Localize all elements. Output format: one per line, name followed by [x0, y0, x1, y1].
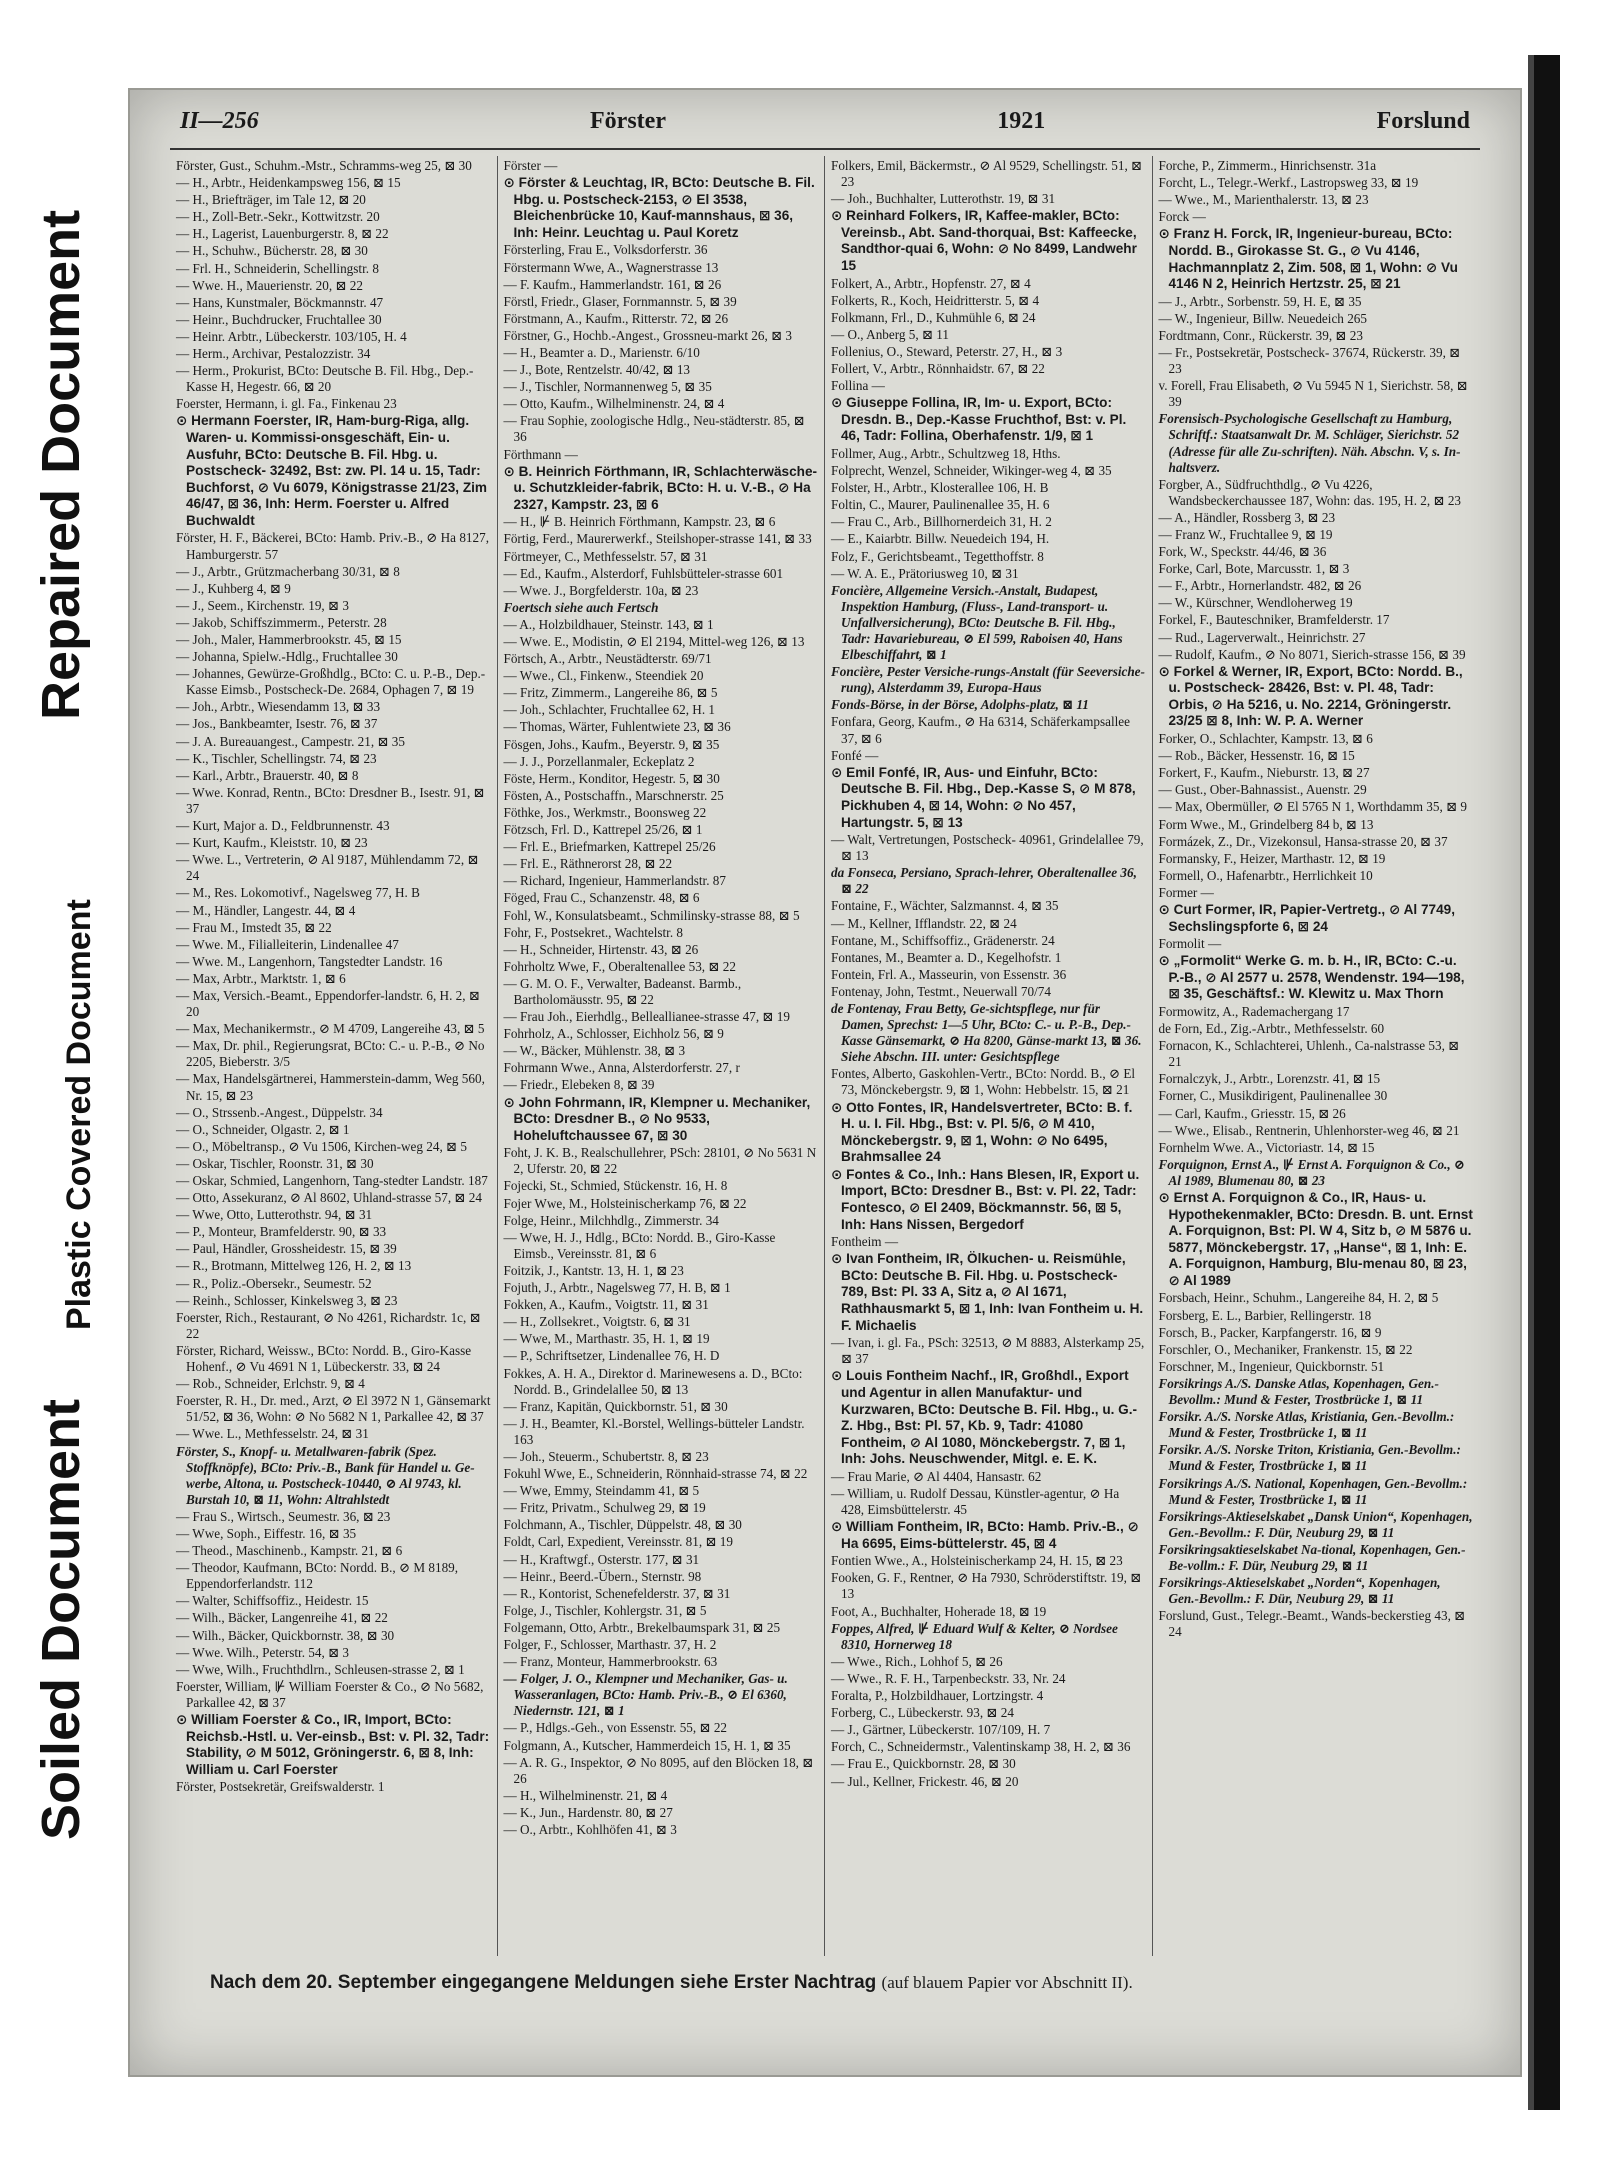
directory-entry: Fontanes, M., Beamter a. D., Kegelhofstr. 1: [831, 949, 1062, 965]
directory-entry: Förstner, G., Hochb.-Angest., Grossneu-markt 26, ⊠ 3: [503, 327, 793, 343]
directory-entry: Förtig, Ferd., Maurerwerkf., Steilshoper-strasse 141, ⊠ 33: [503, 531, 812, 547]
directory-entry: — Joh., Steuerm., Schubertstr. 8, ⊠ 23: [503, 1448, 709, 1464]
directory-entry: Foht, J. K. B., Realschullehrer, PSch: 28101, ⊘ No 5631 N 2, Uferstr. 20, ⊠ 22: [503, 1145, 817, 1177]
directory-entry: Fokuhl Wwe, E., Schneiderin, Rönnhaid-strasse 74, ⊠ 22: [503, 1466, 808, 1482]
directory-entry: Fontaine, F., Wächter, Salzmannst. 4, ⊠ 35: [831, 898, 1059, 914]
directory-entry: Fontenay, John, Testmt., Neuerwall 70/74: [831, 983, 1051, 999]
directory-entry: — Walt, Vertretungen, Postscheck- 40961, Grindelallee 79, ⊠ 13: [831, 832, 1144, 864]
directory-entry: — A., Händler, Rossberg 3, ⊠ 23: [1158, 509, 1336, 525]
directory-page: [170, 108, 1480, 2048]
directory-entry: — Fritz, Privatm., Schulweg 29, ⊠ 19: [503, 1500, 706, 1516]
directory-entry: Folgemann, Otto, Arbtr., Brekelbaumspark 31, ⊠ 25: [503, 1619, 781, 1635]
directory-entry: — Otto, Kaufm., Wilhelminenstr. 24, ⊠ 4: [503, 396, 725, 412]
directory-entry: Fösten, A., Postschaffn., Marschnerstr. 25: [503, 787, 724, 803]
directory-entry: Folkerts, R., Koch, Heidritterstr. 5, ⊠ 4: [831, 292, 1040, 308]
directory-entry: — Otto, Assekuranz, ⊘ Al 8602, Uhland-strasse 57, ⊠ 24: [176, 1190, 482, 1206]
directory-entry: Foot, A., Buchhalter, Hoherade 18, ⊠ 19: [831, 1603, 1047, 1619]
directory-entry: — Frau E., Quickbornstr. 28, ⊠ 30: [831, 1756, 1016, 1772]
directory-entry: Formázek, Z., Dr., Vizekonsul, Hansa-strasse 20, ⊠ 37: [1158, 833, 1448, 849]
directory-entry: — H., Kraftwgf., Osterstr. 177, ⊠ 31: [503, 1551, 700, 1567]
directory-entry: — Frl. H., Schneiderin, Schellingstr. 8: [176, 260, 379, 276]
directory-entry: Folz, F., Gerichtsbeamt., Tegetthoffstr. 8: [831, 548, 1044, 564]
directory-entry: — Rud., Lagerverwalt., Heinrichstr. 27: [1158, 629, 1366, 645]
directory-entry: — J., Seem., Kirchenstr. 19, ⊠ 3: [176, 597, 349, 613]
directory-entry: — Frau Joh., Eierhdlg., Belleallianee-strasse 47, ⊠ 19: [503, 1009, 790, 1025]
directory-entry: ⊙ William Foerster & Co., IR, Import, BCto: Reichsb.-Hstl. u. Ver-einsb., Bst: v. Pl. 32, Tadr: Stability, ⊘ M 5012, Gröningerstr. 6, ⊠ 8, Inh: William u. Carl Foerster: [176, 1712, 490, 1777]
directory-entry: — Wwe. J., Borgfelderstr. 10a, ⊠ 23: [503, 582, 699, 598]
directory-entry: Förtmeyer, C., Methfesselstr. 57, ⊠ 31: [503, 548, 708, 564]
directory-entry: — R., Poliz.-Obersekr., Seumestr. 52: [176, 1275, 372, 1291]
directory-entry: — Reinh., Schlosser, Kinkelsweg 3, ⊠ 23: [176, 1292, 398, 1308]
directory-entry: — Frau C., Arb., Billhornerdeich 31, H. 2: [831, 514, 1052, 530]
directory-entry: Fontes, Alberto, Gaskohlen-Vertr., BCto: Nordd. B., ⊘ El 73, Mönckebergstr. 9, ⊠ 1, Wohn: Hebbelstr. 15, ⊠ 21: [831, 1066, 1136, 1098]
directory-entry: — J., Arbtr., Grützmacherbang 30/31, ⊠ 8: [176, 563, 400, 579]
directory-entry: — Gust., Ober-Bahnassist., Auenstr. 29: [1158, 782, 1367, 798]
directory-entry: — Wwe, Soph., Eiffestr. 16, ⊠ 35: [176, 1525, 357, 1541]
directory-entry: Forschner, M., Ingenieur, Quickbornstr. 51: [1158, 1358, 1385, 1374]
directory-entry: — H., Zoll-Betr.-Sekr., Kottwitzstr. 20: [176, 209, 380, 225]
directory-entry: Forkert, F., Kaufm., Nieburstr. 13, ⊠ 27: [1158, 765, 1370, 781]
directory-entry: Förster —: [503, 158, 558, 173]
directory-entry: Förster, Postsekretär, Greifswalderstr. 1: [176, 1779, 385, 1795]
directory-entry: Forsberg, E. L., Barbier, Rellingerstr. 18: [1158, 1307, 1372, 1323]
directory-entry: — Wwe., Rich., Lohhof 5, ⊠ 26: [831, 1653, 1003, 1669]
directory-entry: Fontane, M., Schiffsoffiz., Grädenerstr. 24: [831, 932, 1055, 948]
directory-entry: — Jakob, Schiffszimmerm., Peterstr. 28: [176, 614, 387, 630]
directory-entry: — Wwe. L., Vertreterin, ⊘ Al 9187, Mühlendamm 72, ⊠ 24: [176, 852, 479, 884]
directory-entry: — Jos., Bankbeamter, Isestr. 76, ⊠ 37: [176, 716, 378, 732]
directory-entry: Folchmann, A., Tischler, Düppelstr. 48, ⊠ 30: [503, 1517, 742, 1533]
directory-entry: Form Wwe., M., Grindelberg 84 b, ⊠ 13: [1158, 816, 1374, 832]
directory-entry: Forker, O., Schlachter, Kampstr. 13, ⊠ 6: [1158, 731, 1373, 747]
directory-entry: Förstl, Friedr., Glaser, Fornmannstr. 5, ⊠ 39: [503, 293, 737, 309]
directory-entry: Foralta, P., Holzbildhauer, Lortzingstr. 4: [831, 1688, 1044, 1704]
directory-entry: — Max, Dr. phil., Regierungsrat, BCto: C.- u. P.-B., ⊘ No 2205, Bieberstr. 3/5: [176, 1038, 485, 1070]
directory-entry: — Heinr. Arbtr., Lübeckerstr. 103/105, H. 4: [176, 328, 407, 344]
directory-entry: — Wwe. E., Modistin, ⊘ El 2194, Mittel-weg 126, ⊠ 13: [503, 634, 805, 650]
directory-entry: — Max, Arbtr., Marktstr. 1, ⊠ 6: [176, 970, 346, 986]
directory-entry: — Wwe., M., Marienthalerstr. 13, ⊠ 23: [1158, 192, 1369, 208]
directory-entry: — J., Kuhberg 4, ⊠ 9: [176, 580, 291, 596]
directory-entry: — Frau M., Imstedt 35, ⊠ 22: [176, 919, 332, 935]
directory-entry: — Rudolf, Kaufm., ⊘ No 8071, Sierich-strasse 156, ⊠ 39: [1158, 646, 1466, 662]
directory-entry: — H., Schneider, Hirtenstr. 43, ⊠ 26: [503, 941, 699, 957]
directory-entry: Förthmann —: [503, 446, 578, 462]
page-reference: II—256: [180, 108, 259, 134]
directory-entry: — W. A. E., Prätoriusweg 10, ⊠ 31: [831, 565, 1019, 581]
directory-entry: — M., Res. Lokomotivf., Nagelsweg 77, H. B: [176, 885, 420, 901]
directory-entry: — K., Jun., Hardenstr. 80, ⊠ 27: [503, 1804, 673, 1820]
directory-entry: Fohr, F., Postsekret., Wachtelstr. 8: [503, 924, 684, 940]
directory-entry: — Wwe, Wilh., Fruchthdlrn., Schleusen-strasse 2, ⊠ 1: [176, 1661, 465, 1677]
directory-entry: Forsikr. A./S. Norske Atlas, Kristiania, Gen.-Bevollm.: Mund & Fester, Trostbrücke 1, ⊠ 11: [1158, 1409, 1455, 1441]
directory-entry: — Wwe, H. J., Hdlg., BCto: Nordd. B., Giro-Kasse Eimsb., Vereinsstr. 81, ⊠ 6: [503, 1229, 776, 1261]
directory-entry: Forcht, L., Telegr.-Werkf., Lastropsweg 33, ⊠ 19: [1158, 175, 1419, 191]
directory-entry: Fojuth, J., Arbtr., Nagelsweg 77, H. B, ⊠ 1: [503, 1280, 731, 1296]
directory-entry: — Herm., Archivar, Pestalozzistr. 34: [176, 346, 371, 362]
directory-entry: Förstermann Wwe, A., Wagnerstrasse 13: [503, 259, 719, 275]
directory-entry: Foldt, Carl, Expedient, Vereinsstr. 81, ⊠ 19: [503, 1534, 733, 1550]
directory-entry: — H., ⊮ B. Heinrich Förthmann, Kampstr. 23, ⊠ 6: [503, 514, 776, 530]
directory-entry: — Kurt, Major a. D., Feldbrunnenstr. 43: [176, 818, 390, 834]
directory-entry: — W., Kürschner, Wendloherweg 19: [1158, 595, 1353, 611]
directory-entry: Forschler, O., Mechaniker, Frankenstr. 15, ⊠ 22: [1158, 1341, 1413, 1357]
directory-entry: Fokkes, A. H. A., Direktor d. Marinewesens a. D., BCto: Nordd. B., Grindelallee 50, ⊠ 13: [503, 1365, 803, 1397]
directory-entry: Fontein, Frl. A., Masseurin, von Essenstr. 36: [831, 966, 1067, 982]
directory-entry: — Wwe. Wilh., Peterstr. 54, ⊠ 3: [176, 1644, 350, 1660]
directory-entry: Fornacon, K., Schlachterei, Uhlenh., Ca-nalstrasse 53, ⊠ 21: [1158, 1038, 1460, 1070]
directory-entry: — Max, Versich.-Beamt., Eppendorfer-landstr. 6, H. 2, ⊠ 20: [176, 987, 480, 1020]
footer-note: [170, 1972, 1480, 1994]
directory-entry: Försterling, Frau E., Volksdorferstr. 36: [503, 242, 708, 258]
directory-entry: — Wwe. M., Langenhorn, Tangstedter Landstr. 16: [176, 953, 443, 969]
directory-entry: — Oskar, Tischler, Roonstr. 31, ⊠ 30: [176, 1155, 374, 1171]
directory-entry: Fonfara, Georg, Kaufm., ⊘ Ha 6314, Schäferkampsallee 37, ⊠ 6: [831, 714, 1131, 746]
directory-entry: — Wilh., Bäcker, Langenreihe 41, ⊠ 22: [176, 1610, 388, 1626]
directory-entry: Förster, Richard, Weissw., BCto: Nordd. B., Giro-Kasse Hohenf., ⊘ Vu 4691 N 1, Lübeckerstr. 33, ⊠ 24: [176, 1342, 472, 1375]
directory-entry: — Heinr., Buchdrucker, Fruchtallee 30: [176, 311, 382, 327]
directory-entry: — Johannes, Gewürze-Großhdlg., BCto: C. u. P.-B., Dep.-Kasse Eimsb., Postscheck-De. 2684, Ophagen 7, ⊠ 19: [176, 666, 486, 698]
directory-entry: — P., Hdlgs.-Geh., von Essenstr. 55, ⊠ 22: [503, 1720, 728, 1736]
directory-entry: — Friedr., Elebeken 8, ⊠ 39: [503, 1077, 655, 1093]
directory-entry: ⊙ „Formolit“ Werke G. m. b. H., IR, BCto: C.-u. P.-B., ⊘ Al 2577 u. 2578, Wendenstr. 194—198, ⊠ 35, Geschäftsf.: W. Klewitz u. Max Thorn: [1158, 953, 1465, 1002]
directory-entry: ⊙ William Fontheim, IR, BCto: Hamb. Priv.-B., ⊘ Ha 6695, Eims-büttelerstr. 45, ⊠ 4: [831, 1519, 1139, 1551]
directory-entry: — J. A. Bureauangest., Campestr. 21, ⊠ 35: [176, 733, 405, 749]
directory-entry: — H., Arbtr., Heidenkampsweg 156, ⊠ 15: [176, 175, 401, 191]
header-year: 1921: [997, 108, 1046, 134]
directory-entry: Foerster, William, ⊮ William Foerster & Co., ⊘ No 5682, Parkallee 42, ⊠ 37: [176, 1678, 484, 1710]
directory-entry: — M., Händler, Langestr. 44, ⊠ 4: [176, 902, 356, 918]
directory-entry: ⊙ Curt Former, IR, Papier-Vertretg., ⊘ Al 7749, Sechslingspforte 6, ⊠ 24: [1158, 902, 1456, 934]
directory-entry: — Rob., Schneider, Erlchstr. 9, ⊠ 4: [176, 1376, 365, 1392]
directory-entry: ⊙ Emil Fonfé, IR, Aus- und Einfuhr, BCto: Deutsche B. Fil. Hbg., Dep.-Kasse S, ⊘ M 878, Pickhuben 4, ⊠ 14, Wohn: ⊘ No 457, Hartungstr. 5, ⊠ 13: [831, 764, 1136, 830]
directory-entry: Fokken, A., Kaufm., Voigtstr. 11, ⊠ 31: [503, 1297, 709, 1313]
directory-entry: ⊙ Franz H. Forck, IR, Ingenieur-bureau, BCto: Nordd. B., Girokasse St. G., ⊘ Vu 4146, Hachmannplatz 2, Zim. 508, ⊠ 1, Wohn: ⊘ Vu 4146 N 2, Heinrich Hertzstr. 25, ⊠ 21: [1158, 226, 1458, 292]
directory-entry: de Forn, Ed., Zig.-Arbtr., Methfesselstr. 60: [1158, 1021, 1385, 1037]
directory-entry: — Max, Handelsgärtnerei, Hammerstein-damm, Weg 560, Nr. 15, ⊠ 23: [176, 1071, 485, 1103]
directory-columns: [170, 156, 1480, 1956]
directory-entry: — Franz, Kapitän, Quickbornstr. 51, ⊠ 30: [503, 1398, 728, 1414]
directory-entry: — Wwe, Otto, Lutterothstr. 94, ⊠ 31: [176, 1207, 373, 1223]
column-3: [825, 156, 1153, 1956]
directory-entry: de Fontenay, Frau Betty, Ge-sichtspflege, nur für Damen, Sprechst: 1—5 Uhr, BCto: C.- u. P.-B., Dep.-Kasse Gänsemarkt, ⊘ Ha 8200, Gänse-markt 13, ⊠ 36. Siehe Abschn. III. unter: Gesichtspflege: [831, 1001, 1142, 1065]
directory-entry: — Folger, J. O., Klempner und Mechaniker, Gas- u. Wasseranlagen, BCto: Hamb. Priv.-B., ⊘ El 6360, Niedernstr. 121, ⊠ 1: [503, 1671, 788, 1719]
directory-entry: Fojecki, St., Schmied, Stückenstr. 16, H. 8: [503, 1178, 728, 1194]
directory-entry: — Wwe. L., Methfesselstr. 24, ⊠ 31: [176, 1426, 369, 1442]
directory-entry: Fontien Wwe., A., Holsteinischerkamp 24, H. 15, ⊠ 23: [831, 1553, 1123, 1569]
directory-entry: Foerster, Hermann, i. gl. Fa., Finkenau 23: [176, 396, 397, 412]
directory-entry: — Paul, Händler, Grossheidestr. 15, ⊠ 39: [176, 1241, 397, 1257]
directory-entry: — Carl, Kaufm., Griesstr. 15, ⊠ 26: [1158, 1105, 1346, 1121]
directory-entry: v. Forell, Frau Elisabeth, ⊘ Vu 5945 N 1, Sierichstr. 58, ⊠ 39: [1158, 378, 1468, 410]
side-labels: [20, 120, 140, 1840]
directory-entry: Folgmann, A., Kutscher, Hammerdeich 15, H. 1, ⊠ 35: [503, 1737, 791, 1753]
directory-entry: — Joh., Buchhalter, Lutterothstr. 19, ⊠ 31: [831, 191, 1056, 207]
directory-entry: Foncière, Pester Versiche-rungs-Anstalt (für Seeversiche-rung), Alsterdamm 39, Europa-Haus: [831, 664, 1145, 696]
directory-entry: Foncière, Allgemeine Versich.-Anstalt, Budapest, Inspektion Hamburg, (Fluss-, Land-transport- u. Unfallversicherung), BCto: Deutsche B. Fil. Hbg., Tadr: Havariebureau, ⊘ El 599, Raboisen 40, Hans Elbeschiffahrt, ⊠ 1: [831, 582, 1123, 663]
directory-entry: Foitzik, J., Kantstr. 13, H. 1, ⊠ 23: [503, 1262, 684, 1278]
directory-entry: — J., Gärtner, Lübeckerstr. 107/109, H. 7: [831, 1722, 1051, 1738]
directory-entry: — Wilh., Bäcker, Quickbornstr. 38, ⊠ 30: [176, 1627, 395, 1643]
directory-entry: — J., Bote, Rentzelstr. 40/42, ⊠ 13: [503, 362, 691, 378]
directory-entry: — Frl. E., Briefmarken, Kattrepel 25/26: [503, 839, 716, 855]
directory-entry: Folkert, A., Arbtr., Hopfenstr. 27, ⊠ 4: [831, 275, 1031, 291]
directory-entry: — J. J., Porzellanmaler, Eckeplatz 2: [503, 753, 695, 769]
directory-entry: Forck —: [1158, 209, 1206, 225]
directory-entry: Foppes, Alfred, ⊮ Eduard Wulf & Kelter, ⊘ Nordsee 8310, Hornerweg 18: [831, 1620, 1118, 1652]
directory-entry: Fornalczyk, J., Arbtr., Lorenzstr. 41, ⊠ 15: [1158, 1071, 1381, 1087]
directory-entry: — P., Schriftsetzer, Lindenallee 76, H. D: [503, 1348, 720, 1364]
directory-entry: Former —: [1158, 884, 1214, 900]
directory-entry: — J. H., Beamter, Kl.-Borstel, Wellings-bütteler Landstr. 163: [503, 1415, 805, 1447]
directory-entry: Fornhelm Wwe. A., Victoriastr. 14, ⊠ 15: [1158, 1139, 1375, 1155]
directory-entry: — Wwe., R. F. H., Tarpenbeckstr. 33, Nr. 24: [831, 1670, 1066, 1686]
directory-entry: — William, u. Rudolf Dessau, Künstler-agentur, ⊘ Ha 428, Eimsbüttelerstr. 45: [831, 1485, 1120, 1518]
directory-entry: ⊙ B. Heinrich Förthmann, IR, Schlachterwäsche- u. Schutzkleider-fabrik, BCto: H. u. V.-B., ⊘ Ha 2327, Kampstr. 23, ⊠ 6: [503, 463, 818, 512]
label-plastic-covered-document: Plastic Covered Document: [60, 899, 98, 1330]
directory-entry: ⊙ Fontes & Co., Inh.: Hans Blesen, IR, Export u. Import, BCto: Dresdner B., Bst: v. Pl. 22, Tadr: Fontesco, ⊘ El 2409, Böckmannstr. 56, ⊠ 5, Inh: Hans Nissen, Bergedorf: [831, 1166, 1140, 1232]
directory-entry: — Herm., Prokurist, BCto: Deutsche B. Fil. Hbg., Dep.-Kasse H, Hegestr. 66, ⊠ 20: [176, 363, 474, 395]
directory-entry: — Theod., Maschinenb., Kampstr. 21, ⊠ 6: [176, 1543, 403, 1559]
directory-entry: Fork, W., Speckstr. 44/46, ⊠ 36: [1158, 544, 1327, 560]
directory-entry: — G. M. O. F., Verwalter, Badeanst. Barmb., Bartholomäusstr. 95, ⊠ 22: [503, 975, 742, 1007]
directory-entry: Foerster, R. H., Dr. med., Arzt, ⊘ El 3972 N 1, Gänsemarkt 51/52, ⊠ 36, Wohn: ⊘ No 5682 N 1, Parkallee 42, ⊠ 37: [176, 1393, 491, 1425]
directory-entry: Formolit —: [1158, 936, 1222, 952]
page-header: [170, 108, 1480, 150]
directory-entry: ⊙ Reinhard Folkers, IR, Kaffee-makler, BCto: Vereinsb., Abt. Sand-thorquai, Bst: Kaffeecke, Sandthor-quai 6, Wohn: ⊘ No 8499, Landwehr 15: [831, 208, 1137, 274]
directory-entry: — Oskar, Schmied, Langenhorn, Tang-stedter Landstr. 187: [176, 1173, 488, 1189]
directory-entry: — Rob., Bäcker, Hessenstr. 16, ⊠ 15: [1158, 748, 1355, 764]
directory-entry: — H., Wilhelminenstr. 21, ⊠ 4: [503, 1787, 668, 1803]
directory-entry: Follert, V., Arbtr., Rönnhaidstr. 67, ⊠ 22: [831, 361, 1045, 377]
directory-entry: Foertsch siehe auch Fertsch: [503, 599, 659, 615]
directory-entry: — Jul., Kellner, Frickestr. 46, ⊠ 20: [831, 1773, 1019, 1789]
directory-entry: — Thomas, Wärter, Fuhlentwiete 23, ⊠ 36: [503, 719, 731, 735]
directory-entry: Forsikrings-Aktieselskabet „Dansk Union“, Kopenhagen, Gen.-Bevollm.: F. Dür, Neuburg 29, ⊠ 11: [1158, 1508, 1473, 1540]
directory-entry: Foltin, C., Maurer, Paulinenallee 35, H. 6: [831, 497, 1050, 513]
directory-entry: Fohrmann Wwe., Anna, Alsterdorferstr. 27, r: [503, 1060, 740, 1076]
directory-entry: — P., Monteur, Bramfelderstr. 90, ⊠ 33: [176, 1224, 387, 1240]
directory-entry: — W., Ingenieur, Billw. Neuedeich 265: [1158, 310, 1367, 326]
directory-entry: — Wwe. H., Mauerienstr. 20, ⊠ 22: [176, 277, 363, 293]
directory-entry: Förtsch, A., Arbtr., Neustädterstr. 69/71: [503, 651, 712, 667]
directory-entry: — Franz, Monteur, Hammerbrookstr. 63: [503, 1654, 718, 1670]
directory-entry: — O., Strssenb.-Angest., Düppelstr. 34: [176, 1104, 383, 1120]
directory-entry: Forquignon, Ernst A., ⊮ Ernst A. Forquignon & Co., ⊘ Al 1989, Blumenau 80, ⊠ 23: [1158, 1156, 1465, 1188]
directory-entry: Fohl, W., Konsulatsbeamt., Schmilinsky-strasse 88, ⊠ 5: [503, 907, 800, 923]
directory-entry: — O., Schneider, Olgastr. 2, ⊠ 1: [176, 1121, 350, 1137]
binding-strip: [1528, 55, 1560, 2110]
directory-entry: — Fritz, Zimmerm., Langereihe 86, ⊠ 5: [503, 685, 718, 701]
directory-entry: Fohrholtz Wwe, F., Oberaltenallee 53, ⊠ 22: [503, 958, 736, 974]
directory-entry: — Ivan, i. gl. Fa., PSch: 32513, ⊘ M 8883, Alsterkamp 25, ⊠ 37: [831, 1335, 1145, 1367]
directory-entry: — R., Kontorist, Schenefelderstr. 37, ⊠ 31: [503, 1585, 731, 1601]
directory-entry: Förster, H. F., Bäckerei, BCto: Hamb. Priv.-B., ⊘ Ha 8127, Hamburgerstr. 57: [176, 530, 489, 562]
directory-entry: Fohrholz, A., Schlosser, Eichholz 56, ⊠ 9: [503, 1026, 724, 1042]
header-left-word: Förster: [590, 108, 666, 134]
directory-entry: — E., Kaiarbtr. Billw. Neuedeich 194, H.: [831, 531, 1050, 547]
directory-entry: Forberg, C., Lübeckerstr. 93, ⊠ 24: [831, 1705, 1014, 1721]
directory-entry: Förstmann, A., Kaufm., Ritterstr. 72, ⊠ 26: [503, 310, 729, 326]
directory-entry: — O., Arbtr., Kohlhöfen 41, ⊠ 3: [503, 1822, 677, 1838]
directory-entry: Folkers, Emil, Bäckermstr., ⊘ Al 9529, Schellingstr. 51, ⊠ 23: [831, 158, 1143, 190]
directory-entry: Forch, C., Schneidermstr., Valentinskamp 38, H. 2, ⊠ 36: [831, 1739, 1131, 1755]
directory-entry: Folprecht, Wenzel, Schneider, Wikinger-weg 4, ⊠ 35: [831, 463, 1112, 479]
directory-entry: Forsikrings A./S. Danske Atlas, Kopenhagen, Gen.-Bevollm.: Mund & Fester, Trostbrücke 1, ⊠ 11: [1158, 1375, 1439, 1408]
directory-entry: — J., Arbtr., Sorbenstr. 59, H. E, ⊠ 35: [1158, 293, 1362, 309]
directory-entry: Forke, Carl, Bote, Marcusstr. 1, ⊠ 3: [1158, 561, 1350, 577]
directory-entry: — Max, Mechanikermstr., ⊘ M 4709, Langereihe 43, ⊠ 5: [176, 1021, 485, 1037]
directory-entry: Fonfé —: [831, 747, 879, 763]
directory-entry: — Fr., Postsekretär, Postscheck- 37674, Rückerstr. 39, ⊠ 23: [1158, 344, 1461, 377]
directory-entry: — Walter, Schiffsoffiz., Heidestr. 15: [176, 1593, 369, 1609]
directory-entry: ⊙ John Fohrmann, IR, Klempner u. Mechaniker, BCto: Dresdner B., ⊘ No 9533, Hoheluftchaussee 67, ⊠ 30: [503, 1094, 811, 1143]
directory-entry: — Wwe., Cl., Finkenw., Steendiek 20: [503, 668, 704, 684]
directory-entry: — Frau Marie, ⊘ Al 4404, Hansastr. 62: [831, 1468, 1042, 1484]
directory-entry: — Richard, Ingenieur, Hammerlandstr. 87: [503, 873, 726, 889]
directory-entry: — A. R. G., Inspektor, ⊘ No 8095, auf den Blöcken 18, ⊠ 26: [503, 1754, 814, 1786]
directory-entry: Fordtmann, Conr., Rückerstr. 39, ⊠ 23: [1158, 327, 1363, 343]
directory-entry: ⊙ Hermann Foerster, IR, Ham-burg-Riga, allg. Waren- u. Kommissi-onsgeschäft, Ein- u. Ausfuhr, BCto: Deutsche B. Fil. Hbg. u. Postscheck- 32492, Bst: zw. Pl. 14 u. 15, Tadr: Buchforst, ⊘ Vu 6079, Königstrasse 21/23, Zim 46/47, ⊠ 36, Inh: Herm. Foerster u. Alfred Buchwaldt: [176, 413, 487, 528]
directory-entry: Folkmann, Frl., D., Kuhmühle 6, ⊠ 24: [831, 309, 1036, 325]
directory-entry: — Wwe., Elisab., Rentnerin, Uhlenhorster-weg 46, ⊠ 21: [1158, 1122, 1460, 1138]
directory-entry: — Max, Obermüller, ⊘ El 5765 N 1, Worthdamm 35, ⊠ 9: [1158, 799, 1468, 815]
directory-entry: ⊙ Giuseppe Follina, IR, Im- u. Export, BCto: Dresdn. B., Dep.-Kasse Fruchthof, Bst: v. Pl. 46, Tadr: Follina, Oberhafenstr. 1/9, ⊠ 1: [831, 395, 1127, 444]
directory-entry: — K., Tischler, Schellingstr. 74, ⊠ 23: [176, 750, 377, 766]
directory-entry: Forsikringsaktieselskabet Na-tional, Kopenhagen, Gen.-Be-vollm.: F. Dür, Neuburg 29, ⊠ 11: [1158, 1541, 1466, 1573]
directory-entry: Förster, Gust., Schuhm.-Mstr., Schramms-weg 25, ⊠ 30: [176, 158, 472, 173]
directory-entry: — Johanna, Spielw.-Hdlg., Fruchtallee 30: [176, 649, 398, 665]
directory-entry: — Joh., Maler, Hammerbrookstr. 45, ⊠ 15: [176, 632, 402, 648]
directory-entry: Forensisch-Psychologische Gesellschaft zu Hamburg, Schriftf.: Staatsanwalt Dr. M. Schläger, Sierichstr. 52 (Adresse für alle Zu-schriften). Näh. Abschn. V, s. In-haltsverz.: [1158, 411, 1461, 475]
directory-entry: — A., Holzbildhauer, Steinstr. 143, ⊠ 1: [503, 616, 714, 632]
directory-entry: ⊙ Forkel & Werner, IR, Export, BCto: Nordd. B., u. Postscheck- 28426, Bst: v. Pl. 48, Tadr: Orbis, ⊘ Ha 5216, u. No. 2214, Gröningerstr. 23/25 ⊠ 8, Inh: W. P. A. Werner: [1158, 663, 1463, 729]
directory-entry: — Frau S., Wirtsch., Seumestr. 36, ⊠ 23: [176, 1508, 391, 1524]
directory-entry: — Frl. E., Räthnerorst 28, ⊠ 22: [503, 856, 673, 872]
directory-entry: — Kurt, Kaufm., Kleiststr. 10, ⊠ 23: [176, 835, 368, 851]
directory-entry: ⊙ Otto Fontes, IR, Handelsvertreter, BCto: B. f. H. u. I. Fil. Hbg., Bst: v. Pl. 5/6, ⊘ M 410, Mönckebergstr. 9, ⊠ 1, Wohn: ⊘ No 6495, Brahmsallee 24: [831, 1099, 1133, 1165]
directory-entry: Forslund, Gust., Telegr.-Beamt., Wands-beckerstieg 43, ⊠ 24: [1158, 1608, 1466, 1640]
directory-entry: Forche, P., Zimmerm., Hinrichsenstr. 31a: [1158, 158, 1377, 173]
directory-entry: Forsch, B., Packer, Karpfangerstr. 16, ⊠ 9: [1158, 1324, 1382, 1340]
directory-entry: Follenius, O., Steward, Peterstr. 27, H., ⊠ 3: [831, 343, 1063, 359]
label-repaired-document: Repaired Document: [31, 209, 91, 720]
scanned-page: [128, 88, 1522, 2077]
directory-entry: — Heinr., Beerd.-Übern., Sternstr. 98: [503, 1568, 702, 1584]
directory-entry: Follina —: [831, 378, 885, 394]
directory-entry: — Hans, Kunstmaler, Böckmannstr. 47: [176, 294, 384, 310]
directory-entry: — R., Brotmann, Mittelweg 126, H. 2, ⊠ 13: [176, 1258, 412, 1274]
directory-entry: Förster, S., Knopf- u. Metallwaren-fabrik (Spez. Stoffknöpfe), BCto: Priv.-B., Bank für Handel u. Ge-werbe, Altona, u. Postscheck-10440, ⊘ Al 9743, kl. Burstah 10, ⊠ 11, Wohn: Altrahlstedt: [176, 1443, 475, 1507]
directory-entry: — Wwe. M., Filialleiterin, Lindenallee 47: [176, 936, 399, 952]
directory-entry: — Wwe, Emmy, Steindamm 41, ⊠ 5: [503, 1483, 700, 1499]
directory-entry: Fonds-Börse, in der Börse, Adolphs-platz, ⊠ 11: [831, 697, 1089, 713]
directory-entry: ⊙ Louis Fontheim Nachf., IR, Großhdl., Export und Agentur in allen Manufaktur- und Kurzwaren, BCto: Deutsche B. Fil. Hbg., u. G.-Z. Hbg., Bst: Pl. 57, Kb. 9, Tadr: 41080 Fontheim, ⊘ Al 1080, Mönckebergstr. 7, ⊠ 1, Inh: Johs. Neuschwender, Mitgl. e. E. K.: [831, 1368, 1138, 1467]
directory-entry: — H., Beamter a. D., Marienstr. 6/10: [503, 344, 700, 360]
directory-entry: Forgber, A., Südfruchthdlg., ⊘ Vu 4226, Wandsbeckerchaussee 187, Wohn: das. 195, H. 2, ⊠ 23: [1158, 476, 1462, 508]
directory-entry: Fontheim —: [831, 1234, 899, 1250]
directory-entry: Forsbach, Heinr., Schuhm., Langereihe 84, H. 2, ⊠ 5: [1158, 1290, 1439, 1306]
directory-entry: Föste, Herm., Konditor, Hegestr. 5, ⊠ 30: [503, 770, 720, 786]
directory-entry: — Ed., Kaufm., Alsterdorf, Fuhlsbütteler-strasse 601: [503, 565, 784, 581]
directory-entry: ⊙ Förster & Leuchtag, IR, BCto: Deutsche B. Fil. Hbg. u. Postscheck-2153, ⊘ El 3538, Bleichenbrücke 10, Kauf-mannshaus, ⊠ 36, Inh: Heinr. Leuchtag u. Paul Koretz: [503, 175, 815, 240]
directory-entry: Forner, C., Musikdirigent, Paulinenallee 30: [1158, 1088, 1388, 1104]
directory-entry: Folge, J., Tischler, Kohlergstr. 31, ⊠ 5: [503, 1602, 707, 1618]
column-4: [1153, 156, 1481, 1956]
directory-entry: — H., Schuhw., Bücherstr. 28, ⊠ 30: [176, 243, 368, 259]
column-2: [498, 156, 826, 1956]
directory-entry: Fooken, G. F., Rentner, ⊘ Ha 7930, Schröderstiftstr. 19, ⊠ 13: [831, 1570, 1142, 1602]
directory-entry: — Joh., Schlachter, Fruchtallee 62, H. 1: [503, 702, 716, 718]
directory-entry: — J., Tischler, Normannenweg 5, ⊠ 35: [503, 379, 712, 395]
directory-entry: — Frau Sophie, zoologische Hdlg., Neu-städterstr. 85, ⊠ 36: [503, 413, 805, 445]
directory-entry: Formell, O., Hafenarbtr., Herrlichkeit 10: [1158, 867, 1373, 883]
directory-entry: ⊙ Ivan Fontheim, IR, Ölkuchen- u. Reismühle, BCto: Deutsche B. Fil. Hbg. u. Postscheck- 789, Bst: Pl. 33 A, Sitz a, ⊘ Al 1671, Rathhausmarkt 5, ⊠ 1, Inh: Ivan Fontheim u. H. F. Michaelis: [831, 1251, 1144, 1333]
directory-entry: — Wwe, M., Marthastr. 35, H. 1, ⊠ 19: [503, 1331, 710, 1347]
directory-entry: — M., Kellner, Ifflandstr. 22, ⊠ 24: [831, 915, 1017, 931]
directory-entry: — O., Anberg 5, ⊠ 11: [831, 326, 950, 342]
directory-entry: — O., Möbeltransp., ⊘ Vu 1506, Kirchen-weg 24, ⊠ 5: [176, 1138, 467, 1154]
directory-entry: — F., Arbtr., Hornerlandstr. 482, ⊠ 26: [1158, 578, 1362, 594]
directory-entry: — Wwe. Konrad, Rentn., BCto: Dresdner B., Isestr. 91, ⊠ 37: [176, 784, 485, 816]
directory-entry: — Theodor, Kaufmann, BCto: Nordd. B., ⊘ M 8189, Eppendorferlandstr. 112: [176, 1560, 459, 1592]
directory-entry: ⊙ Ernst A. Forquignon & Co., IR, Haus- u. Hypothekenmakler, BCto: Dresdn. B. unt. Ernst A. Forquignon, Bst: Pl. W 4, Sitz b, ⊘ M 5876 u. 5877, Mönckebergstr. 17, „Hanse“, ⊠ 1, Inh: E. A. Forquignon, Hamburg, Blu-menau 80, ⊠ 23, ⊘ Al 1989: [1158, 1190, 1473, 1288]
directory-entry: Forsikrings-Aktieselskabet „Norden“, Kopenhagen, Gen.-Bevollm.: F. Dür, Neuburg 29, ⊠ 11: [1158, 1575, 1441, 1607]
directory-entry: — H., Lagerist, Lauenburgerstr. 8, ⊠ 22: [176, 226, 389, 242]
directory-entry: Föged, Frau C., Schanzenstr. 48, ⊠ 6: [503, 890, 700, 906]
directory-entry: Formowitz, A., Rademachergang 17: [1158, 1003, 1350, 1019]
directory-entry: — Joh., Arbtr., Wiesendamm 13, ⊠ 33: [176, 699, 381, 715]
directory-entry: Foerster, Rich., Restaurant, ⊘ No 4261, Richardstr. 1c, ⊠ 22: [176, 1309, 481, 1341]
directory-entry: Föthke, Jos., Werkmstr., Boonsweg 22: [503, 804, 707, 820]
directory-entry: — F. Kaufm., Hammerlandstr. 161, ⊠ 26: [503, 276, 722, 292]
directory-entry: Forsikr. A./S. Norske Triton, Kristiania, Gen.-Bevollm.: Mund & Fester, Trostbrücke 1, ⊠ 11: [1158, 1442, 1461, 1474]
directory-entry: — Karl., Arbtr., Brauerstr. 40, ⊠ 8: [176, 767, 359, 783]
directory-entry: — Franz W., Fruchtallee 9, ⊠ 19: [1158, 527, 1333, 542]
footer-small: (auf blauem Papier vor Abschnitt II).: [881, 1973, 1133, 1992]
column-1: [170, 156, 498, 1956]
directory-entry: Folger, F., Schlosser, Marthastr. 37, H. 2: [503, 1637, 717, 1652]
directory-entry: Fojer Wwe, M., Holsteinischerkamp 76, ⊠ 22: [503, 1195, 747, 1211]
directory-entry: Formansky, F., Heizer, Marthastr. 12, ⊠ 19: [1158, 850, 1386, 866]
directory-entry: Fötzsch, Frl. D., Kattrepel 25/26, ⊠ 1: [503, 822, 703, 838]
directory-entry: — H., Briefträger, im Tale 12, ⊠ 20: [176, 192, 366, 208]
label-soiled-document: Soiled Document: [31, 1398, 91, 1840]
directory-entry: Folster, H., Arbtr., Klosterallee 106, H. B: [831, 480, 1049, 496]
directory-entry: Follmer, Aug., Arbtr., Schultzweg 18, Hths.: [831, 445, 1061, 461]
directory-entry: Forsikrings A./S. National, Kopenhagen, Gen.-Bevollm.: Mund & Fester, Trostbrücke 1, ⊠ 11: [1158, 1475, 1468, 1507]
directory-entry: da Fonseca, Persiano, Sprach-lehrer, Oberaltenallee 36, ⊠ 22: [831, 865, 1137, 897]
directory-entry: — W., Bäcker, Mühlenstr. 38, ⊠ 3: [503, 1043, 686, 1059]
directory-entry: Forkel, F., Bauteschniker, Bramfelderstr. 17: [1158, 612, 1390, 628]
header-right-word: Forslund: [1376, 108, 1470, 134]
directory-entry: Fösgen, Johs., Kaufm., Beyerstr. 9, ⊠ 35: [503, 736, 720, 752]
directory-entry: Folge, Heinr., Milchhdlg., Zimmerstr. 34: [503, 1212, 719, 1228]
directory-entry: — H., Zollsekret., Voigtstr. 6, ⊠ 31: [503, 1314, 691, 1330]
footer-main: Nach dem 20. September eingegangene Meldungen siehe Erster Nachtrag: [210, 1972, 877, 1993]
